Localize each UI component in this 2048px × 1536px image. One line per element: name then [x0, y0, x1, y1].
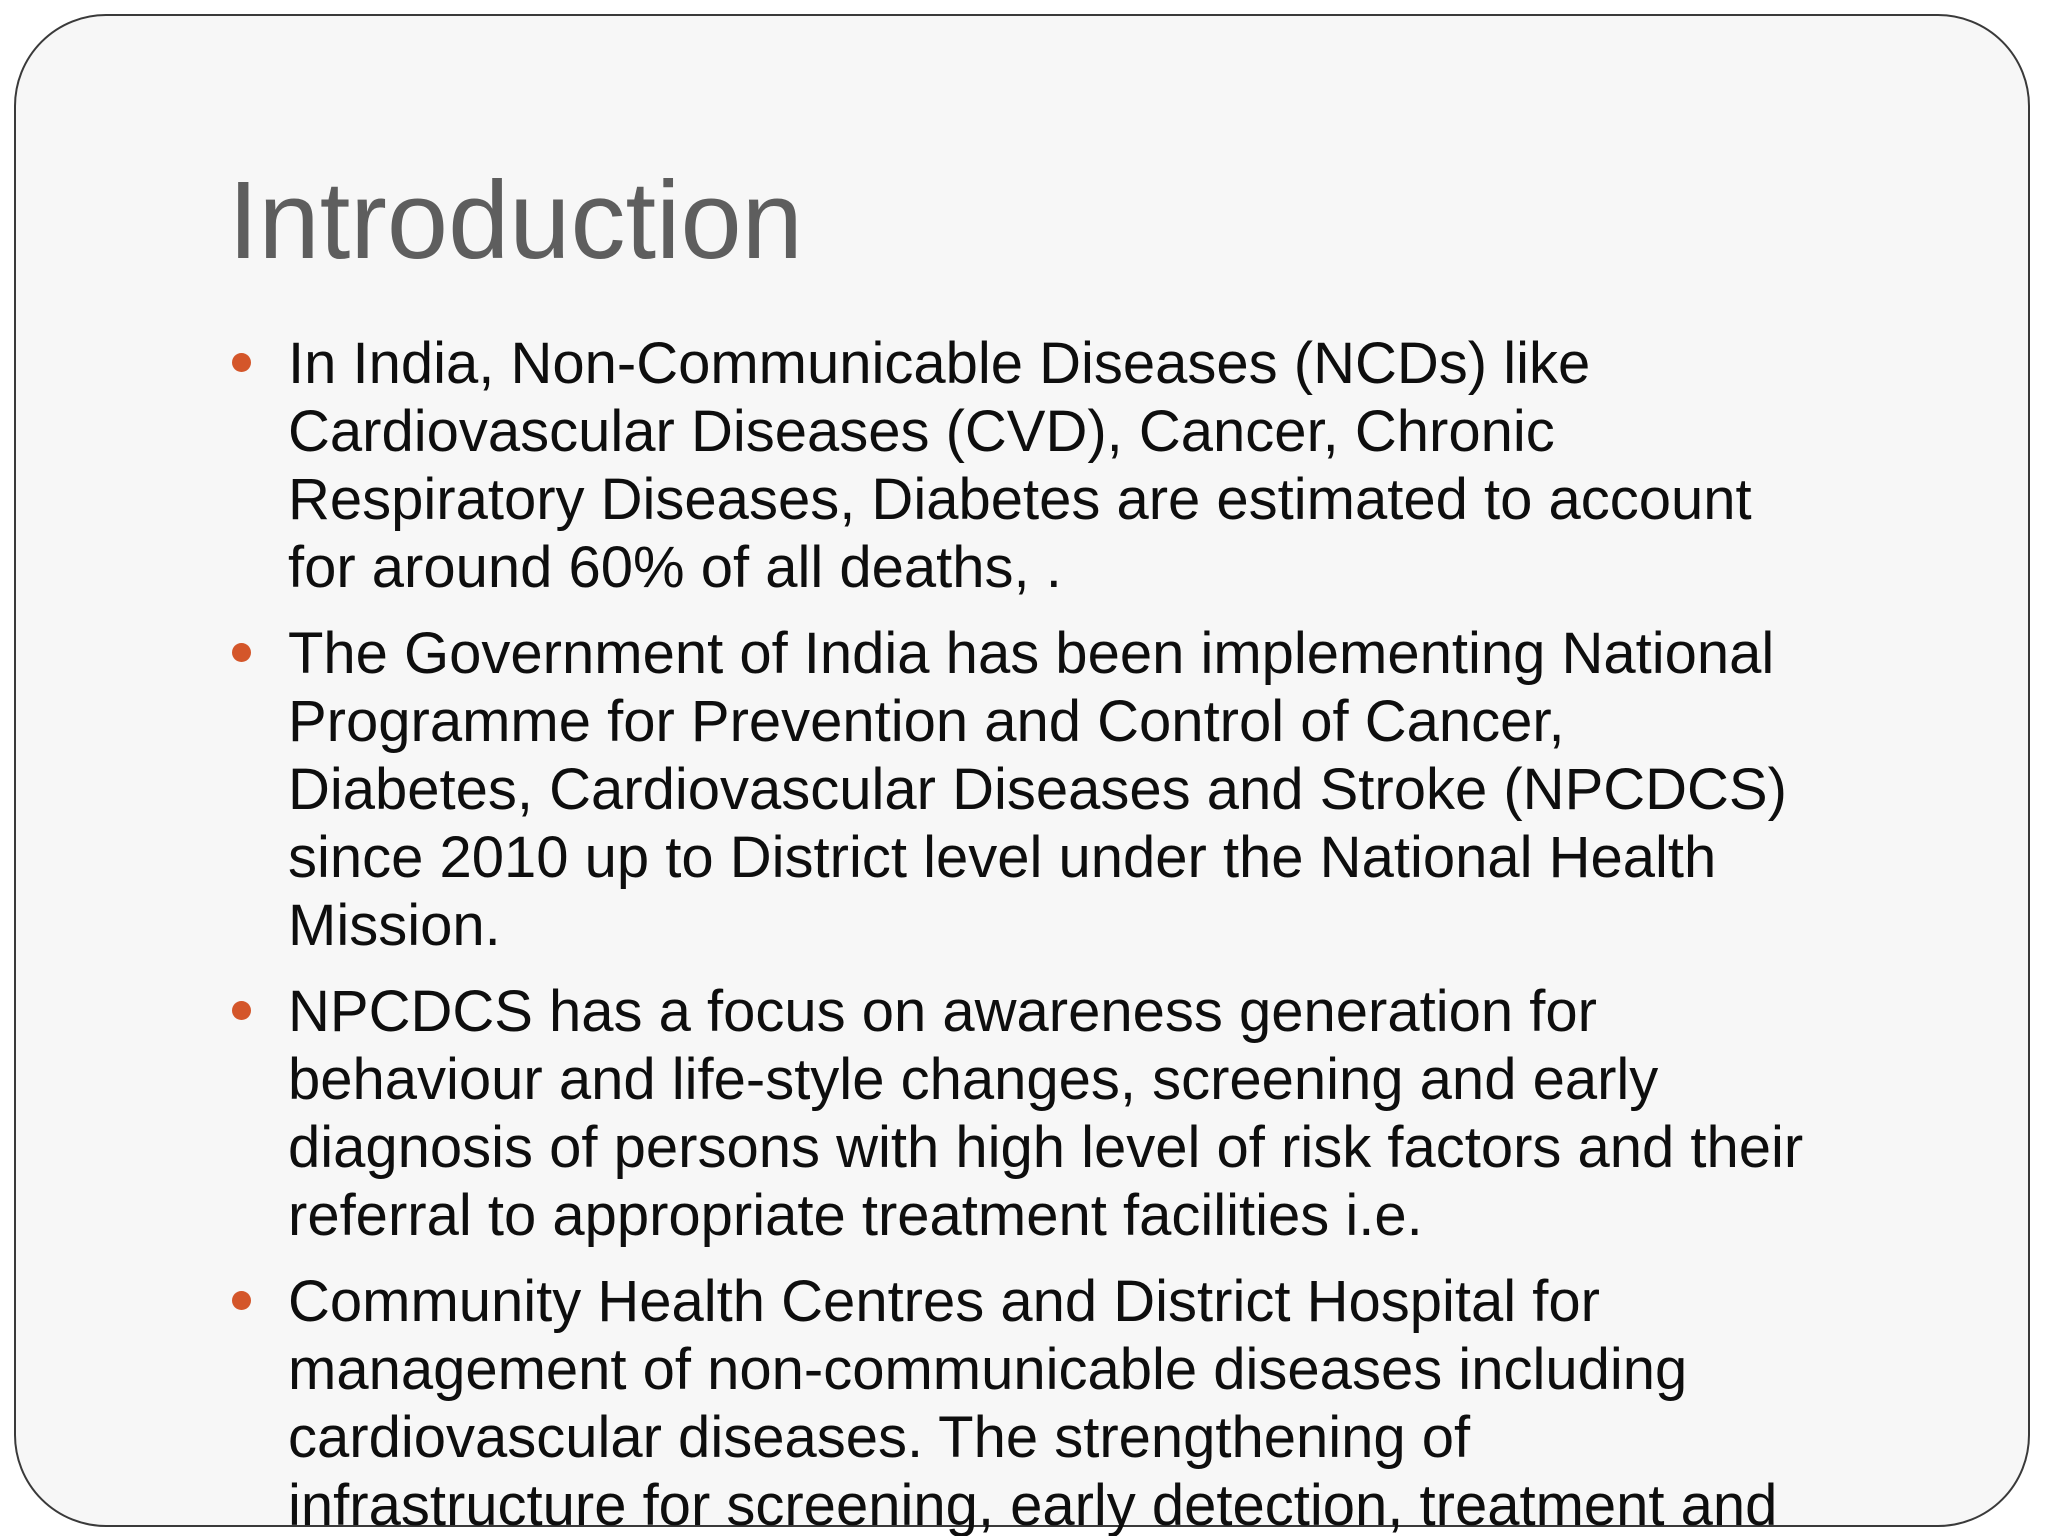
bullet-text: NPCDCS has a focus on awareness generation for behaviour and life-style changes, screening and early diagnosis of persons with high level of risk factors and their referral to appropriate treatment facilities i.e. [288, 979, 1804, 1248]
bullet-list [228, 330, 1988, 1536]
bullet-dot-icon [232, 643, 251, 662]
bullet-text: In India, Non-Communicable Diseases (NCDs) like Cardiovascular Diseases (CVD), Cancer, Chronic Respiratory Diseases, Diabetes are estimated to account for around 60% of all deaths, . [288, 331, 1752, 600]
bullet-item [228, 620, 1988, 960]
bullet-text: The Government of India has been implementing National Programme for Prevention and Control of Cancer, Diabetes, Cardiovascular Diseases and Stroke (NPCDCS) since 2010 up to District level under the National Health Mission. [288, 621, 1787, 958]
bullet-item [228, 1268, 1988, 1536]
bullet-dot-icon [232, 353, 251, 372]
slide-title: Introduction [228, 159, 803, 282]
bullet-dot-icon [232, 1291, 251, 1310]
bullet-item [228, 330, 1988, 602]
bullet-dot-icon [232, 1001, 251, 1020]
bullet-item [228, 978, 1988, 1250]
bullet-text: Community Health Centres and District Hospital for management of non-communicable diseases including cardiovascular diseases. The strengthening of infrastructure for screening, early detection, treatment and [288, 1269, 1778, 1536]
